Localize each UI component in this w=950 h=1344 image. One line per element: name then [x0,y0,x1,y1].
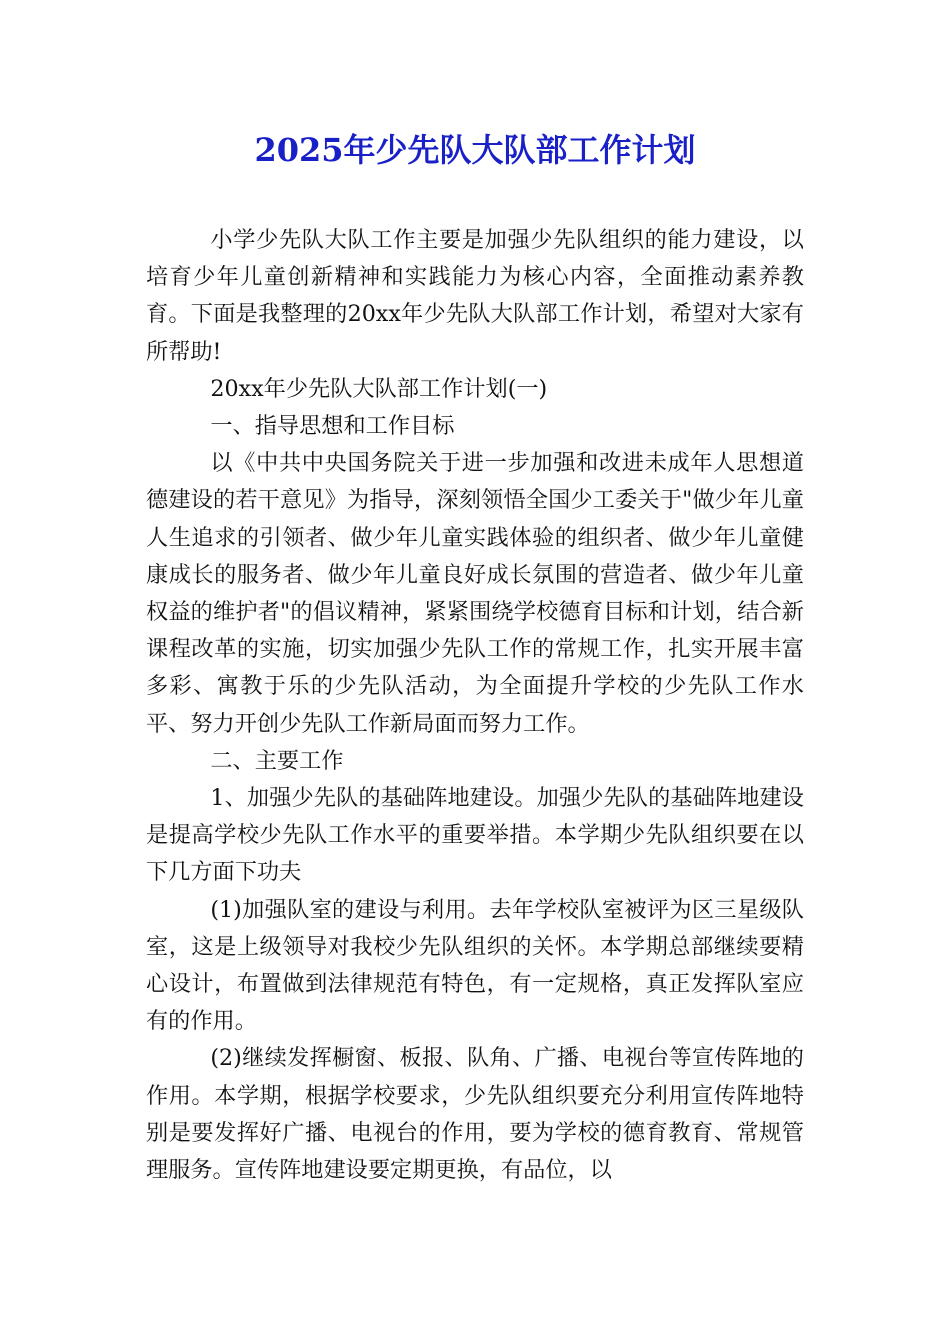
guiding-ideology-paragraph: 以《中共中央国务院关于进一步加强和改进未成年人思想道德建设的若干意见》为指导，深刻领悟全国少工委关于"做少年儿童人生追求的引领者、做少年儿童实践体验的组织者、做少年儿童健康成长的服务者、做少年儿童良好成长氛围的营造者、做少年儿童权益的维护者"的倡议精神，紧紧围绕学校德育目标和计划，结合新课程改革的实施，切实加强少先队工作的常规工作，扎实开展丰富多彩、寓教于乐的少先队活动，为全面提升学校的少先队工作水平、努力开创少先队工作新局面而努力工作。 [146,450,804,737]
document-title: 2025年少先队大队部工作计划 [254,131,696,169]
main-work-item-1: 1、加强少先队的基础阵地建设。加强少先队的基础阵地建设是提高学校少先队工作水平的重要举措。本学期少先队组织要在以下几方面下功夫 [146,785,804,886]
intro-paragraph: 小学少先队大队工作主要是加强少先队组织的能力建设，以培育少年儿童创新精神和实践能力为核心内容，全面推动素养教育。下面是我整理的20xx年少先队大队部工作计划，希望对大家有所帮助! [146,227,804,365]
document-body [146,222,804,1189]
main-work-subitem-2: (2)继续发挥橱窗、板报、队角、广播、电视台等宣传阵地的作用。本学期，根据学校要求，少先队组织要充分利用宣传阵地特别是要发挥好广播、电视台的作用，要为学校的德育教育、常规管理服务。宣传阵地建设要定期更换，有品位，以 [146,1045,804,1184]
section-heading-main-work: 二、主要工作 [210,747,344,774]
section-heading-guiding-ideology: 一、指导思想和工作目标 [210,413,455,440]
main-work-subitem-1: (1)加强队室的建设与利用。去年学校队室被评为区三星级队室，这是上级领导对我校少先队组织的关怀。本学期总部继续要精心设计，布置做到法律规范有特色，有一定规格，真正发挥队室应有的作用。 [146,896,804,1035]
section-heading-plan-one: 20xx年少先队大队部工作计划(一) [210,375,548,402]
